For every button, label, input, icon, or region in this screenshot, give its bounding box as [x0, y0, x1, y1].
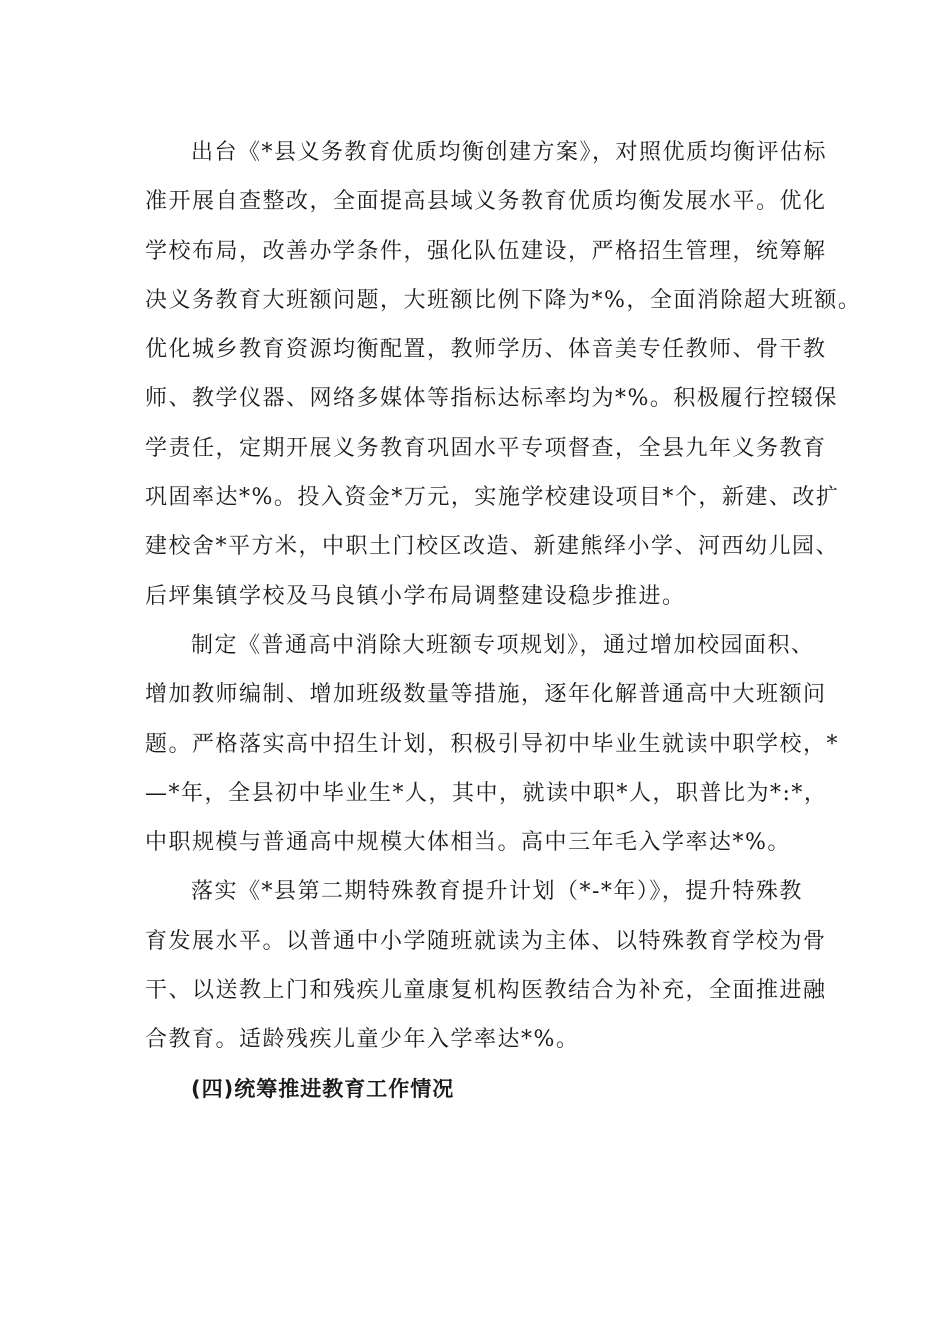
paragraph-high-school	[145, 621, 840, 867]
text-line: 增加教师编制、增加班级数量等措施，逐年化解普通高中大班额问	[145, 682, 827, 708]
text-line: 落实《*县第二期特殊教育提升计划（*-*年）》，提升特殊教	[191, 879, 803, 905]
text-line: 后坪集镇学校及马良镇小学布局调整建设稳步推进。	[145, 583, 686, 609]
text-line: 师、教学仪器、网络多媒体等指标达标率均为*%。积极履行控辍保	[145, 386, 838, 412]
text-line: 合教育。适龄残疾儿童少年入学率达*%。	[145, 1027, 580, 1053]
text-line: 建校舍*平方米，中职土门校区改造、新建熊绎小学、河西幼儿园、	[145, 534, 840, 560]
text-line: 巩固率达*%。投入资金*万元，实施学校建设项目*个，新建、改扩	[145, 485, 840, 511]
text-line: 干、以送教上门和残疾儿童康复机构医教结合为补充，全面推进融	[145, 978, 827, 1004]
text-line: 决义务教育大班额问题，大班额比例下降为*%，全面消除超大班额。	[145, 287, 862, 313]
text-line: 育发展水平。以普通中小学随班就读为主体、以特殊教育学校为骨	[145, 928, 827, 954]
text-line: 中职规模与普通高中规模大体相当。高中三年毛入学率达*%。	[145, 830, 791, 856]
document-body	[145, 128, 862, 1114]
text-line: —*年，全县初中毕业生*人，其中，就读中职*人，职普比为*:*，	[145, 780, 828, 806]
text-line: 学责任，定期开展义务教育巩固水平专项督查，全县九年义务教育	[145, 435, 827, 461]
text-line: 优化城乡教育资源均衡配置，教师学历、体音美专任教师、骨干教	[145, 337, 827, 363]
text-line: 准开展自查整改，全面提高县域义务教育优质均衡发展水平。优化	[145, 189, 827, 215]
text-line: 制定《普通高中消除大班额专项规划》，通过增加校园面积、	[191, 632, 815, 658]
paragraph-special-education	[145, 867, 827, 1064]
section-heading: (四)统筹推进教育工作情况	[191, 1076, 455, 1101]
section-heading-block	[145, 1065, 815, 1114]
text-line: 学校布局，改善办学条件，强化队伍建设，严格招生管理，统筹解	[145, 238, 827, 264]
paragraph-compulsory-education	[145, 128, 862, 621]
text-line: 题。严格落实高中招生计划，积极引导初中毕业生就读中职学校，*	[145, 731, 840, 757]
text-line: 出台《*县义务教育优质均衡创建方案》，对照优质均衡评估标	[191, 140, 828, 165]
